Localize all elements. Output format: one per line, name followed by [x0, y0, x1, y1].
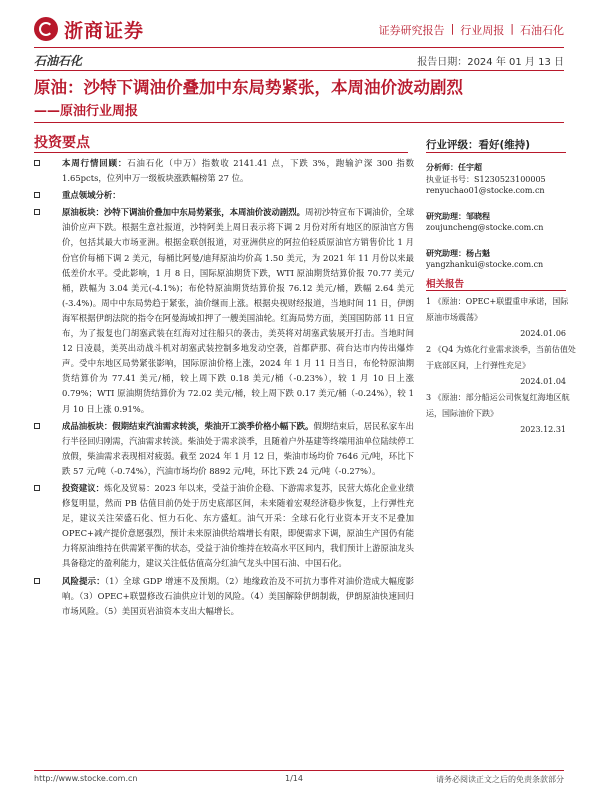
analyst-name: 杨占魁 — [466, 247, 490, 258]
list-item — [34, 481, 414, 572]
analyst-entry — [426, 211, 576, 234]
company-logo — [34, 14, 144, 44]
analyst-email[interactable]: zoujuncheng@stocke.com.cn — [426, 223, 544, 232]
square-bullet-icon — [34, 423, 40, 429]
item-label: 风险提示： — [62, 575, 105, 586]
related-divider — [426, 290, 566, 291]
analyst-role: 研究助理： — [426, 210, 466, 221]
tag-industry: 石油石化 — [520, 24, 564, 37]
item-lead: 假期结束汽油需求转淡，柴油开工淡季价格小幅下跌。 — [112, 420, 314, 431]
square-bullet-icon — [34, 578, 40, 584]
section-divider — [34, 152, 408, 153]
tag-weekly: 行业周报 — [460, 24, 505, 37]
report-tags — [379, 22, 564, 38]
rating-divider — [426, 152, 566, 153]
analyst-name: 任宇超 — [458, 162, 482, 172]
analyst-entry — [426, 162, 576, 197]
list-item — [34, 156, 414, 186]
title-bottom-divider — [34, 122, 564, 123]
item-text: 炼化及贸易：2023 年以来，受益于油价企稳、下游需求复苏，民营大炼化企业业绩修复明显，然而 PB 估值目前仍处于历史底部区间，未来随着宏观经济稳步恢复，上行弹性充足，建议关注荣盛石化、恒力石化、东方盛虹。油气开采：全球石化行业资本开支不足叠加 OPEC+减产提价意愿强烈，预计未来原油供给端增长有限，即便需求下调，原油生产国仍有能力将原油维持在供需紧平衡的状态，受益于油价维持在较高水平区间内，我们预计上游原油龙头具备稳定的盈利能力，建议关注低估值高分红油气龙头中国石油、中国石化。 — [62, 482, 414, 569]
item-label: 投资建议： — [62, 482, 105, 493]
analyst-email[interactable]: yangzhankui@stocke.com.cn — [426, 260, 544, 269]
logo-mark-icon — [34, 17, 58, 41]
square-bullet-icon — [34, 209, 40, 215]
list-item — [34, 188, 414, 203]
report-title: 原油：沙特下调油价叠加中东局势紧张，本周油价波动剧烈 — [34, 78, 463, 97]
analyst-entry — [426, 248, 576, 271]
related-report-date: 2024.01.04 — [520, 377, 566, 386]
list-item — [34, 574, 414, 619]
related-report-date: 2024.01.06 — [520, 329, 566, 338]
related-report-item[interactable]: 2 《Q4 为炼化行业需求淡季，当前估值处于底部区间，上行弹性充足》 — [426, 345, 576, 370]
industry-label: 石油石化 — [34, 54, 83, 68]
item-lead: 沙特下调油价叠加中东局势紧张，本周油价波动剧烈。 — [103, 207, 306, 218]
footer-disclaimer: 请务必阅读正文之后的免责条款部分 — [436, 775, 564, 784]
square-bullet-icon — [34, 160, 40, 166]
tag-separator: | — [510, 22, 514, 35]
list-item — [34, 419, 414, 479]
related-report-item[interactable]: 1 《原油：OPEC+联盟重申承诺，国际原油市场震荡》 — [426, 297, 569, 322]
related-reports-heading: 相关报告 — [426, 279, 465, 290]
square-bullet-icon — [34, 192, 40, 198]
item-text: （1）全球 GDP 增速不及预期。（2）地缘政治及不可抗力事件对油价造成大幅度影响。（3）OPEC+联盟修改石油供应计划的风险。（4）美国解除伊朗制裁，伊朗原油快速回归市场风险。（5）美国页岩油资本支出大幅增长。 — [62, 575, 414, 616]
item-label: 原油板块： — [62, 207, 104, 218]
related-reports-list — [426, 294, 576, 438]
related-report-date: 2023.12.31 — [520, 425, 566, 434]
analyst-name: 邹晓程 — [466, 210, 490, 221]
list-item — [34, 205, 414, 416]
item-text: 石油石化（中万）指数收 2141.41 点，下跌 3%，跑输沪深 300 指数 1.65pcts，位列申万一级板块涨跌幅榜第 27 位。 — [62, 158, 415, 184]
footer-url[interactable]: http://www.stocke.com.cn — [34, 774, 138, 783]
logo-text: 浙商证券 — [64, 19, 145, 42]
item-label: 本周行情回顾： — [62, 158, 128, 168]
item-label: 重点领域分析： — [62, 190, 121, 201]
tag-report-type: 证券研究报告 — [378, 24, 445, 37]
report-subtitle: ——原油行业周报 — [34, 104, 139, 119]
title-top-divider — [34, 70, 564, 71]
analyst-role: 研究助理： — [426, 247, 466, 258]
item-text: 周初沙特宣布下调油价，全球油价应声下跌。根据生意社报道，沙特阿美上周日表示将下调 2 月份对所有地区的原油官方售价，包括其最大市场亚洲。根据金联创报道，对亚洲供应的阿拉伯轻质原油官方销售价比 1 月份官价每桶下调 2 美元，每桶比阿曼/迪拜原油均价高 1.50 美元，为 2021 年 11 月份以来最低差价水平。受此影响，1 月 8 日，国际原油期货下跌，WTI 原油期货结算价报 70.77 美元/桶，跌幅为 3.04 美元(-4.1%)；布伦特原油期货结算价报 76.12 美元/桶，跌幅 2.64 美元(-3.4%)。周中中东局势趋于紧张，油价继而上涨。根据央视财经报道，当地时间 11 日，伊朗海军根据伊朗法院的指令在阿曼海域扣押了一艘美国油轮。红海局势方面，美国国防部 11 日宣布，为了报复也门胡塞武装在红海对过往船只的袭击，美英将对胡塞武装展开打击。当地时间 12 日凌晨，美英出动战斗机对胡塞武装控制多地发动空袭，首都萨那、荷台达市内传出爆炸声。受中东地区局势紧张影响，国际原油价格上涨，2024 年 1 月 11 日当日，布伦特原油期货结算价为 77.41 美元/桶，较上周下跌 0.18 美元/桶（-0.23%），较 1 月 10 日上涨 0.79%；WTI 原油期货结算价为 72.02 美元/桶，较上周下跌 0.17 美元/桶（-0.24%），较 1 月 10 日上涨 0.91%。 — [62, 207, 415, 414]
page-number: 1/14 — [285, 774, 303, 783]
item-label: 成品油板块： — [62, 420, 113, 431]
main-content — [34, 156, 414, 621]
analyst-list — [426, 162, 576, 285]
item-text: 假期结束后，居民私家车出行半径回归刚需，汽油需求转淡。柴油处于需求淡季，且随着户外基建等终端用油单位陆续停工放假，柴油需求表现相对疲弱。截至 2024 年 1 月 12 日，柴油市场均价 7646 元/吨，环比下跌 57 元/吨（-0.74%），汽油市场均价 8892 元/吨，环比下跌 24 元/吨（-0.27%）。 — [62, 420, 415, 476]
tag-separator: | — [450, 22, 455, 35]
analyst-license: 执业证书号：S1230523100005 — [426, 174, 546, 184]
industry-rating: 行业评级：看好(维持) — [426, 139, 531, 151]
related-report-item[interactable]: 3 《原油：部分船运公司恢复红海地区航运，国际油价下跌》 — [426, 393, 570, 418]
square-bullet-icon — [34, 485, 40, 491]
analyst-role: 分析师： — [426, 162, 458, 172]
section-heading: 投资要点 — [34, 135, 90, 151]
header-divider — [34, 47, 564, 48]
analyst-email[interactable]: renyuchao01@stocke.com.cn — [426, 186, 545, 195]
footer-divider — [34, 770, 564, 771]
report-date: 报告日期：2024 年 01 月 13 日 — [417, 57, 564, 68]
